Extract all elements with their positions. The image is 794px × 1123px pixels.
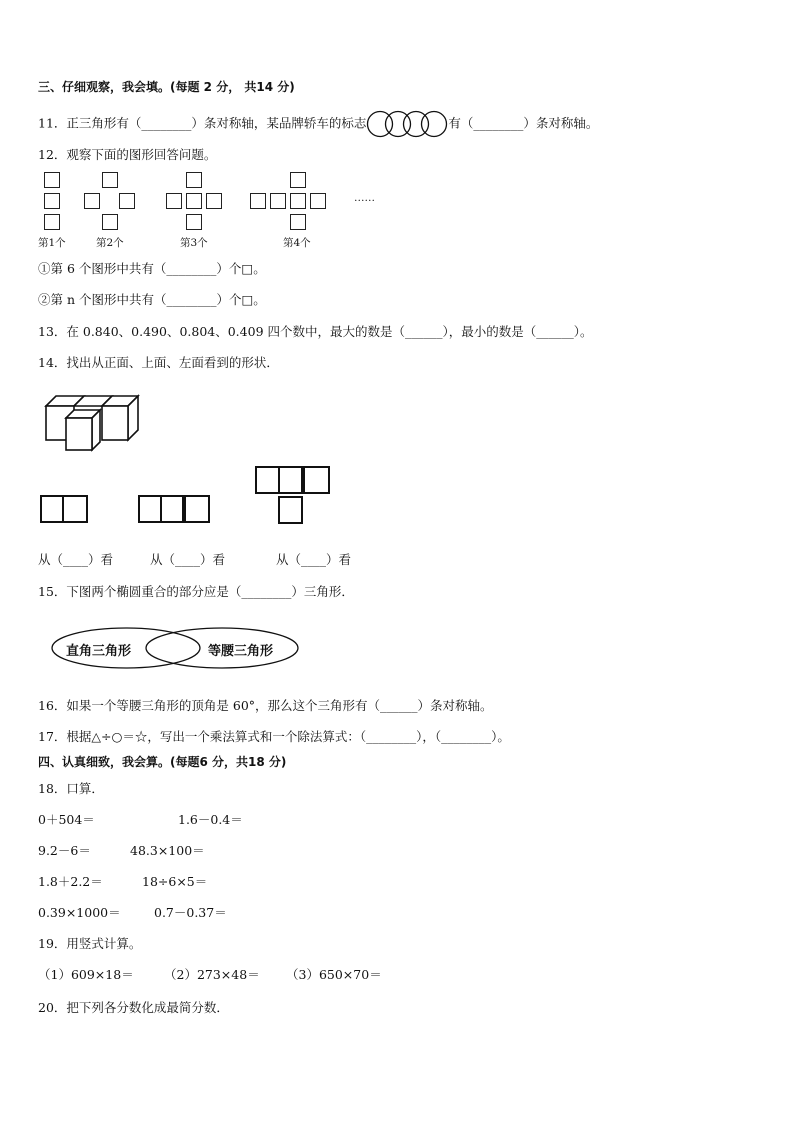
question-13: 13．在 0.840、0.490、0.804、0.409 四个数中，最大的数是（______），最小的数是（______）。 [38, 324, 593, 339]
figure4-square [290, 172, 306, 188]
figure3-square [186, 172, 202, 188]
view-square [62, 495, 88, 523]
venn-left-label: 直角三角形 [66, 644, 132, 659]
figure4-square [290, 214, 306, 230]
figure4-square [310, 193, 326, 209]
calc-item: 0.7－0.37＝ [154, 905, 227, 920]
question-11-part1: 11．正三角形有（________）条对称轴，某品牌轿车的标志 [38, 115, 367, 131]
figure4-square [270, 193, 286, 209]
figure1-square [44, 172, 60, 188]
figure4-label: 第4个 [283, 237, 311, 249]
figure1-square [44, 214, 60, 230]
figure-ellipsis: …… [354, 192, 375, 204]
question-12-title: 12．观察下面的图形回答问题。 [38, 147, 217, 162]
cube-stack-drawing [42, 392, 142, 452]
question-12-sub2: ②第 n 个图形中共有（________）个□。 [38, 292, 266, 307]
calc-item: 18÷6×5＝ [142, 874, 208, 889]
view-square [40, 495, 64, 523]
view-square [255, 466, 280, 494]
view-square [278, 466, 303, 494]
question-20-title: 20．把下列各分数化成最简分数． [38, 1000, 229, 1015]
figure2-square [102, 172, 118, 188]
calc-item: 1.6－0.4＝ [178, 812, 243, 827]
section-4-title: 四、认真细致，我会算。(每题6 分，共18 分) [38, 755, 287, 769]
view-label-2: 从（____）看 [150, 552, 226, 567]
figure3-square [186, 193, 202, 209]
view-label-3: 从（____）看 [276, 552, 352, 567]
view-square [160, 495, 184, 523]
question-12-sub1: ①第 6 个图形中共有（________）个□。 [38, 261, 266, 276]
venn-right-label: 等腰三角形 [208, 644, 274, 659]
figure3-square [206, 193, 222, 209]
view-square [303, 466, 330, 494]
question-18-title: 18．口算． [38, 781, 104, 796]
figure4-square [290, 193, 306, 209]
section-3-title: 三、仔细观察，我会填。(每题 2 分， 共14 分) [38, 80, 295, 94]
figure2-square [84, 193, 100, 209]
question-11 [38, 110, 598, 138]
calc-item: 1.8＋2.2＝ [38, 874, 103, 889]
view-square [138, 495, 162, 523]
figure3-label: 第3个 [180, 237, 208, 249]
vertical-calc-item: （2）273×48＝ [164, 967, 260, 982]
question-15-title: 15．下图两个椭圆重合的部分应是（________）三角形． [38, 584, 354, 599]
calc-item: 9.2－6＝ [38, 843, 91, 858]
figure1-label: 第1个 [38, 237, 66, 249]
question-14-title: 14．找出从正面、上面、左面看到的形状． [38, 355, 279, 370]
view-square [184, 495, 210, 523]
question-19-title: 19．用竖式计算。 [38, 936, 142, 951]
figure2-square [119, 193, 135, 209]
figure2-square [102, 214, 118, 230]
view-label-1: 从（____）看 [38, 552, 114, 567]
view-square [278, 496, 303, 524]
figure3-square [166, 193, 182, 209]
car-logo-rings-icon [366, 110, 448, 138]
vertical-calc-item: （1）609×18＝ [38, 967, 134, 982]
question-11-part2: 有（________）条对称轴。 [448, 115, 599, 131]
figure2-label: 第2个 [96, 237, 124, 249]
figure4-square [250, 193, 266, 209]
vertical-calc-item: （3）650×70＝ [286, 967, 382, 982]
calc-item: 48.3×100＝ [130, 843, 205, 858]
question-16: 16．如果一个等腰三角形的顶角是 60°，那么这个三角形有（______）条对称轴。 [38, 698, 493, 713]
calc-item: 0＋504＝ [38, 812, 95, 827]
calc-item: 0.39×1000＝ [38, 905, 121, 920]
figure1-square [44, 193, 60, 209]
question-17: 17．根据△÷○＝☆，写出一个乘法算式和一个除法算式：（________），（________）。 [38, 729, 510, 744]
figure3-square [186, 214, 202, 230]
